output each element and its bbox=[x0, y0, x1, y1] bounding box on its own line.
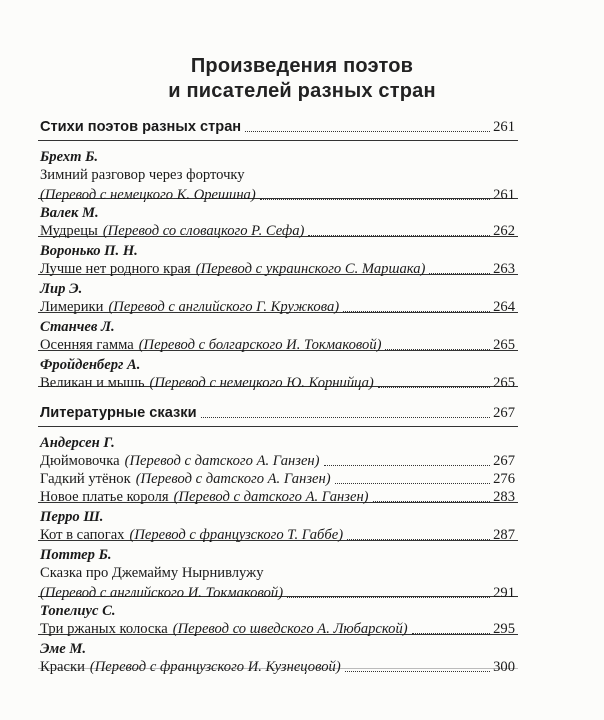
dot-leader bbox=[345, 671, 490, 672]
dot-leader bbox=[245, 131, 490, 132]
toc-entry-row bbox=[40, 296, 515, 316]
page-number: 261 bbox=[493, 119, 515, 135]
divider-rule bbox=[38, 426, 518, 427]
page-title-line-1: Произведения поэтов bbox=[190, 55, 414, 77]
work-title: Новое платье короля bbox=[40, 489, 169, 505]
toc-author-row bbox=[40, 638, 515, 658]
translation-note: (Перевод с немецкого К. Орешина) bbox=[40, 187, 256, 203]
author-name: Эме М. bbox=[40, 641, 87, 657]
page-number: 265 bbox=[493, 375, 515, 391]
toc-author-row bbox=[40, 316, 515, 336]
toc-author-row bbox=[40, 240, 515, 260]
toc-entry-row bbox=[40, 582, 515, 602]
page-title-line-2: и писателей разных стран bbox=[168, 80, 436, 102]
dot-leader bbox=[335, 483, 491, 484]
toc-entry-row bbox=[40, 618, 515, 638]
dot-leader bbox=[324, 465, 491, 466]
toc-entry-row bbox=[40, 524, 515, 544]
work-title: Дюймовочка bbox=[40, 453, 120, 469]
dot-leader bbox=[347, 539, 490, 540]
toc-entry-row bbox=[40, 258, 515, 278]
work-title: Кот в сапогах bbox=[40, 527, 125, 543]
translation-note: (Перевод с французского Т. Габбе) bbox=[129, 527, 344, 543]
toc-entry-row bbox=[40, 372, 515, 392]
page-number: 267 bbox=[493, 405, 515, 421]
dot-leader bbox=[343, 311, 490, 312]
dot-leader bbox=[308, 235, 490, 236]
toc-entry-row bbox=[40, 562, 515, 582]
translation-note: (Перевод с датского А. Ганзен) bbox=[173, 489, 369, 505]
translation-note: (Перевод с английского И. Токмаковой) bbox=[40, 585, 284, 601]
work-title: Сказка про Джемайму Нырнивлужу bbox=[40, 565, 264, 581]
page-number: 265 bbox=[493, 337, 515, 353]
translation-note: (Перевод с датского А. Ганзен) bbox=[135, 471, 331, 487]
work-title: Гадкий утёнок bbox=[40, 471, 131, 487]
toc-author-row bbox=[40, 506, 515, 526]
toc-author-row bbox=[40, 544, 515, 564]
author-name: Воронько П. Н. bbox=[40, 243, 138, 259]
page-number: 262 bbox=[493, 223, 515, 239]
toc-author-row bbox=[40, 278, 515, 298]
page-number: 291 bbox=[493, 585, 515, 601]
page-number: 276 bbox=[493, 471, 515, 487]
work-title: Осенняя гамма bbox=[40, 337, 134, 353]
work-title: Лимерики bbox=[40, 299, 104, 315]
toc-section-row bbox=[40, 116, 515, 136]
work-title: Зимний разговор через форточку bbox=[40, 167, 245, 183]
dot-leader bbox=[378, 387, 490, 388]
dot-leader bbox=[373, 501, 491, 502]
author-name: Валек М. bbox=[40, 205, 99, 221]
toc-author-row bbox=[40, 146, 515, 166]
translation-note: (Перевод с английского Г. Кружкова) bbox=[108, 299, 340, 315]
dot-leader bbox=[429, 273, 490, 274]
toc-entry-row bbox=[40, 468, 515, 488]
dot-leader bbox=[201, 417, 491, 418]
dot-leader bbox=[385, 349, 490, 350]
author-name: Станчев Л. bbox=[40, 319, 115, 335]
page-number: 264 bbox=[493, 299, 515, 315]
author-name: Топелиус С. bbox=[40, 603, 116, 619]
divider-rule bbox=[38, 140, 518, 141]
toc-entry-row bbox=[40, 220, 515, 240]
page-number: 261 bbox=[493, 187, 515, 203]
author-name: Андерсен Г. bbox=[40, 435, 115, 451]
toc-author-row bbox=[40, 432, 515, 452]
page-number: 300 bbox=[493, 659, 515, 675]
work-title: Лучше нет родного края bbox=[40, 261, 191, 277]
toc-entry-row bbox=[40, 656, 515, 676]
toc-entry-row bbox=[40, 184, 515, 204]
toc-entry-row bbox=[40, 164, 515, 184]
translation-note: (Перевод с немецкого Ю. Корнийца) bbox=[149, 375, 374, 391]
toc-entry-row bbox=[40, 450, 515, 470]
work-title: Великан и мышь bbox=[40, 375, 145, 391]
work-title: Мудрецы bbox=[40, 223, 98, 239]
work-title: Три ржаных колоска bbox=[40, 621, 168, 637]
page-number: 295 bbox=[493, 621, 515, 637]
page-number: 283 bbox=[493, 489, 515, 505]
section-title: Стихи поэтов разных стран bbox=[40, 119, 242, 135]
author-name: Брехт Б. bbox=[40, 149, 99, 165]
toc-author-row bbox=[40, 354, 515, 374]
author-name: Перро Ш. bbox=[40, 509, 104, 525]
translation-note: (Перевод со шведского А. Любарской) bbox=[172, 621, 408, 637]
author-name: Поттер Б. bbox=[40, 547, 112, 563]
dot-leader bbox=[412, 633, 490, 634]
translation-note: (Перевод с французского И. Кузнецовой) bbox=[89, 659, 341, 675]
toc-entry-row bbox=[40, 486, 515, 506]
page-number: 287 bbox=[493, 527, 515, 543]
dot-leader bbox=[287, 597, 490, 598]
translation-note: (Перевод со словацкого Р. Сефа) bbox=[102, 223, 305, 239]
translation-note: (Перевод с датского А. Ганзен) bbox=[124, 453, 320, 469]
section-title: Литературные сказки bbox=[40, 405, 197, 421]
work-title: Краски bbox=[40, 659, 85, 675]
page-number: 267 bbox=[493, 453, 515, 469]
toc-entry-row bbox=[40, 334, 515, 354]
author-name: Фройденберг А. bbox=[40, 357, 141, 373]
toc-author-row bbox=[40, 600, 515, 620]
page-number: 263 bbox=[493, 261, 515, 277]
author-name: Лир Э. bbox=[40, 281, 83, 297]
dot-leader bbox=[260, 199, 490, 200]
toc-section-row bbox=[40, 402, 515, 422]
translation-note: (Перевод с болгарского И. Токмаковой) bbox=[138, 337, 382, 353]
toc-author-row bbox=[40, 202, 515, 222]
translation-note: (Перевод с украинского С. Маршака) bbox=[195, 261, 426, 277]
